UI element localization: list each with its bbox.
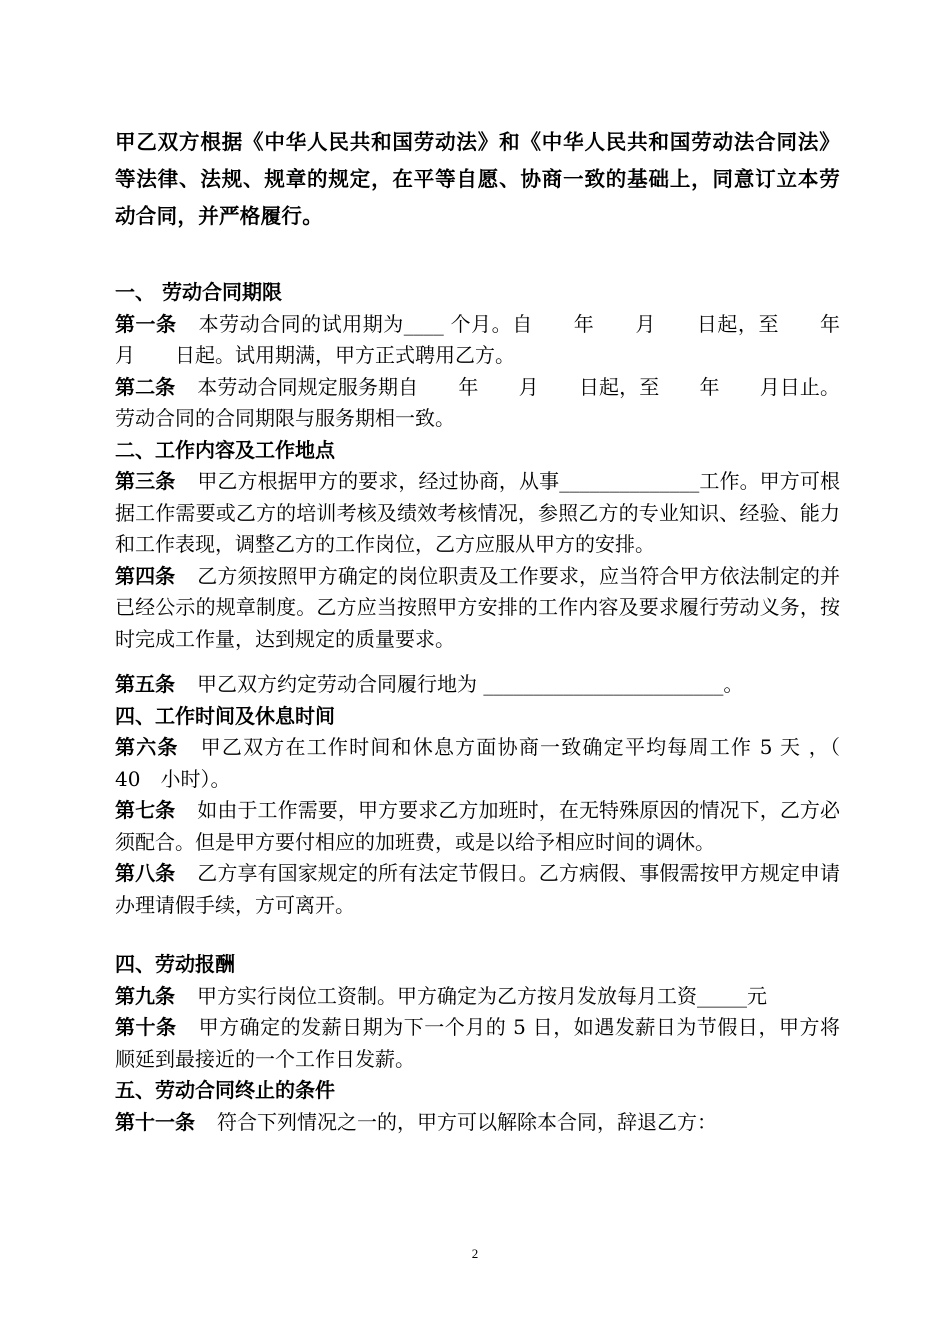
article-11-label: 第十一条 [115,1109,195,1134]
section-heading-work: 二、工作内容及工作地点 [115,437,335,462]
article-7 [115,795,840,858]
contract-body [115,277,880,1138]
article-5-text: 甲乙双方约定劳动合同履行地为 ________________________。 [197,672,744,696]
article-1-label: 第一条 [115,311,177,336]
article-2-label: 第二条 [115,374,176,399]
article-4-label: 第四条 [115,563,176,588]
intro-paragraph: 甲乙双方根据《中华人民共和国劳动法》和《中华人民共和国劳动法合同法》等法律、法规、规章的规定，在平等自愿、协商一致的基础上，同意订立本劳动合同，并严格履行。 [115,130,840,228]
article-9-text: 甲方实行岗位工资制。甲方确定为乙方按月发放每月工资_____元 [197,983,767,1008]
article-5-label: 第五条 [115,672,175,696]
article-2-text: 本劳动合同规定服务期自 年 月 日起，至 年 月日止。劳动合同的合同期限与服务期相一致。 [115,374,841,430]
article-9 [115,981,840,1013]
article-2 [115,372,840,435]
article-3-text: 甲乙方根据甲方的要求，经过协商，从事______________工作。甲方可根据工作需要或乙方的培训考核及绩效考核情况，参照乙方的专业知识、经验、能力和工作表现，调整乙方的工作岗位，乙方应服从甲方的安排。 [115,469,841,556]
article-11-text: 符合下列情况之一的，甲方可以解除本合同，辞退乙方： [217,1109,717,1134]
article-8-label: 第八条 [115,861,176,885]
page-number: 2 [471,1246,479,1261]
article-6-text: 甲乙双方在工作时间和休息方面协商一致确定平均每周工作 5 天 ，（ 40 小时）。 [115,735,861,791]
article-10-text: 甲方确定的发薪日期为下一个月的 5 日，如遇发薪日为节假日，甲方将顺延到最接近的一个工作日发薪。 [115,1015,841,1071]
section-heading-termination: 五、劳动合同终止的条件 [115,1078,335,1102]
article-1-text: 本劳动合同的试用期为____ 个月。自 年 月 日起，至 年 月 日起。试用期满，甲方正式聘用乙方。 [115,311,880,367]
article-7-label: 第七条 [115,798,176,822]
article-1 [115,309,880,372]
article-8-text: 乙方享有国家规定的所有法定节假日。乙方病假、事假需按甲方规定申请办理请假手续，方可离开。 [115,861,841,917]
article-9-label: 第九条 [115,983,175,1008]
article-11 [115,1107,840,1139]
article-10 [115,1012,840,1075]
article-3 [115,466,840,561]
article-5 [115,669,840,701]
section-heading-pay: 四、劳动报酬 [115,952,235,976]
article-6 [115,732,861,795]
article-4 [115,561,840,656]
section-heading-term: 一、 劳动合同期限 [115,280,282,304]
section-heading-hours: 四、工作时间及休息时间 [115,703,335,728]
article-4-text: 乙方须按照甲方确定的岗位职责及工作要求，应当符合甲方依法制定的并已经公示的规章制度。乙方应当按照甲方安排的工作内容及要求履行劳动义务，按时完成工作量，达到规定的质量要求。 [115,563,841,651]
article-3-label: 第三条 [115,469,176,493]
article-7-text: 如由于工作需要，甲方要求乙方加班时，在无特殊原因的情况下，乙方必须配合。但是甲方要付相应的加班费，或是以给予相应时间的调休。 [115,798,841,854]
article-8 [115,858,840,921]
article-10-label: 第十条 [115,1015,177,1039]
article-6-label: 第六条 [115,735,179,759]
